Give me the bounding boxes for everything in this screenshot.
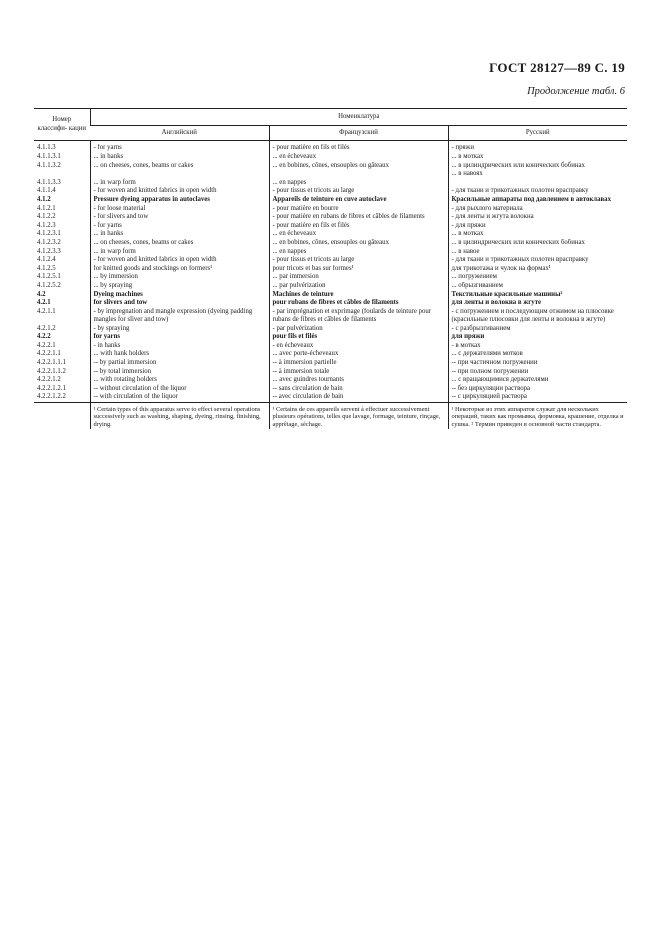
table-row <box>34 213 627 222</box>
cell-russian: ... погружением <box>448 273 627 282</box>
footnote-russian: ¹ Некоторые из этих аппаратов служат для нескольких операций, таких как промывка, формовка, крашение, отделка и сушка. ² Термин приведен в основной части стандарта. <box>448 402 627 428</box>
cell-english: - for loose material <box>90 204 269 213</box>
table-row <box>34 393 627 402</box>
cell-number: 4.2 <box>37 290 46 298</box>
table-row <box>34 265 627 274</box>
cell-russian: - с погружением и последующим отжимом на плюсовке (красильные плюсовки для ленты и волокна в жгуте) <box>448 308 627 325</box>
cell-russian: -- при частичном погружении <box>448 359 627 368</box>
cell-number: 4.1.2.2 <box>37 213 56 221</box>
cell-french: - pour tissus et tricots au large <box>269 187 448 196</box>
cell-french: - pour matière en rubans de fibres et câbles de filaments <box>269 213 448 222</box>
table-row <box>34 350 627 359</box>
cell-russian: ... с держателями мотков <box>448 350 627 359</box>
cell-number: 4.2.2.1.2.1 <box>37 384 66 392</box>
cell-english: -- without circulation of the liquor <box>90 384 269 393</box>
cell-russian: ... с вращающимися держателями <box>448 376 627 385</box>
table-row <box>34 153 627 162</box>
table-row <box>34 239 627 248</box>
cell-russian: - для ткани и трикотажных полотен врасправку <box>448 187 627 196</box>
table-row <box>34 170 627 179</box>
cell-russian: -- при полном погружении <box>448 367 627 376</box>
cell-french: - par imprégnation et exprimage (foulards de teinture pour rubans de fibres et câbles de filaments <box>269 308 448 325</box>
cell-french: ... en bobines, cônes, ensouples ou gâteaux <box>269 161 448 170</box>
col-header-russian: Русский <box>448 126 627 141</box>
table-body <box>34 141 627 403</box>
table-row <box>34 161 627 170</box>
cell-french: ... en écheveaux <box>269 153 448 162</box>
cell-english: - for woven and knitted fabrics in open width <box>90 256 269 265</box>
table-row <box>34 144 627 153</box>
cell-french: - par pulvérization <box>269 324 448 333</box>
table-row <box>34 324 627 333</box>
cell-french: pour rubans de fibres et câbles de filaments <box>269 299 448 308</box>
col-header-french: Французский <box>269 126 448 141</box>
table-row <box>34 204 627 213</box>
table-row <box>34 359 627 368</box>
cell-number: 4.1.1.4 <box>37 187 56 195</box>
cell-number: 4.2.1.1 <box>37 307 56 315</box>
cell-number <box>34 170 90 179</box>
table-row <box>34 256 627 265</box>
footnote-number-cell <box>34 402 90 428</box>
cell-french: -- avec circulation de bain <box>269 393 448 402</box>
table-header <box>34 109 627 141</box>
cell-english: - by spraying <box>90 324 269 333</box>
cell-number: 4.1.1.3.2 <box>37 161 61 169</box>
cell-number: 4.1.2.5.1 <box>37 273 61 281</box>
cell-russian: - для ленты и жгута волокна <box>448 213 627 222</box>
cell-french: - pour matière en bourre <box>269 204 448 213</box>
cell-russian: - для пряжи <box>448 221 627 230</box>
cell-french: Appareils de teinture en cuve autoclave <box>269 196 448 205</box>
cell-number: 4.1.2.4 <box>37 256 56 264</box>
table-row <box>34 221 627 230</box>
cell-russian: ... в навоях <box>448 170 627 179</box>
cell-english: - for slivers and tow <box>90 213 269 222</box>
cell-english: ... with rotating holders <box>90 376 269 385</box>
cell-number: 4.1.2.3.3 <box>37 247 61 255</box>
table-row <box>34 178 627 187</box>
table-row <box>34 341 627 350</box>
table-row <box>34 282 627 291</box>
cell-english: Dyeing machines <box>90 290 269 299</box>
cell-number: 4.1.2.5 <box>37 264 56 272</box>
cell-french: ... par immersion <box>269 273 448 282</box>
cell-number: 4.1.2 <box>37 195 51 203</box>
col-header-nomenclature: Номенклатура <box>90 109 627 126</box>
cell-russian: - с разбрызгиванием <box>448 324 627 333</box>
cell-english: -- with circulation of the liquor <box>90 393 269 402</box>
nomenclature-table-container <box>34 108 627 921</box>
cell-french: ... en bobines, cônes, ensouples ou gâteaux <box>269 239 448 248</box>
cell-english: -- by partial immersion <box>90 359 269 368</box>
cell-number: 4.2.1 <box>37 299 51 307</box>
cell-french: ... avec guindres tournants <box>269 376 448 385</box>
cell-number: 4.1.2.1 <box>37 204 56 212</box>
cell-russian: Текстильные красильные машины² <box>448 290 627 299</box>
cell-number: 4.2.2.1 <box>37 341 56 349</box>
cell-english: ... by immersion <box>90 273 269 282</box>
cell-french: ... en nappes <box>269 178 448 187</box>
cell-russian: ... в мотках <box>448 153 627 162</box>
cell-russian: Красильные аппараты под давлением в автоклавах <box>448 196 627 205</box>
cell-french: ... en écheveaux <box>269 230 448 239</box>
cell-number: 4.2.2.1.1 <box>37 350 61 358</box>
table-row <box>34 333 627 342</box>
cell-russian: ... в мотках <box>448 230 627 239</box>
table-row <box>34 384 627 393</box>
cell-french: Machines de teinture <box>269 290 448 299</box>
table-row <box>34 376 627 385</box>
cell-english: - in hanks <box>90 341 269 350</box>
page-header: ГОСТ 28127—89 С. 19 <box>489 60 625 75</box>
cell-english: ... in hanks <box>90 230 269 239</box>
footnote-french: ¹ Certains de ces appareils servent à effectuer successivement plusieurs opérations, telles que lavage, formage, teinture, rinçage, apprêtage, séchage. <box>269 402 448 428</box>
footnote-english: ¹ Certain types of this apparatus serve to effect several operations successively such as washing, shaping, dyeing, rinsing, finishing, drying. <box>90 402 269 428</box>
cell-number: 4.2.2.1.1.1 <box>37 358 66 366</box>
table-row <box>34 367 627 376</box>
cell-english: for slivers and tow <box>90 299 269 308</box>
table-row <box>34 273 627 282</box>
col-header-english: Английский <box>90 126 269 141</box>
table-row <box>34 299 627 308</box>
cell-french: - pour tissus et tricots au large <box>269 256 448 265</box>
cell-french: pour fils et filés <box>269 333 448 342</box>
cell-french: - pour matière en fils et filés <box>269 221 448 230</box>
cell-number: 4.2.2.1.2.2 <box>37 393 66 401</box>
cell-english: - by impregnation and mangle expression (dyeing padding mangles for sliver and tow) <box>90 308 269 325</box>
col-header-number: Номер классифи- кации <box>34 109 90 141</box>
cell-english: ... in hanks <box>90 153 269 162</box>
cell-english: -- by total immersion <box>90 367 269 376</box>
cell-number: 4.1.1.3.1 <box>37 152 61 160</box>
table-row <box>34 196 627 205</box>
cell-french: -- à immersion totale <box>269 367 448 376</box>
footnotes-row <box>34 402 627 428</box>
cell-number: 4.1.2.5.2 <box>37 282 61 290</box>
cell-russian: - в мотках <box>448 341 627 350</box>
nomenclature-table <box>34 109 627 429</box>
cell-russian: ... в навое <box>448 247 627 256</box>
cell-english: for knitted goods and stockings on formers¹ <box>90 265 269 274</box>
cell-english: for yarns <box>90 333 269 342</box>
cell-russian: ... в цилиндрических или конических бобинах <box>448 161 627 170</box>
table-row <box>34 290 627 299</box>
cell-number: 4.2.2.1.1.2 <box>37 367 66 375</box>
cell-english: - for yarns <box>90 221 269 230</box>
cell-number: 4.2.1.2 <box>37 324 56 332</box>
table-row <box>34 308 627 325</box>
table-continuation-label: Продолжение табл. 6 <box>527 86 625 97</box>
cell-number: 4.1.1.3 <box>37 144 56 152</box>
cell-english <box>90 170 269 179</box>
cell-number: 4.1.2.3.2 <box>37 239 61 246</box>
cell-english: ... on cheeses, cones, beams or cakes <box>90 239 269 248</box>
table-row <box>34 247 627 256</box>
cell-french: - en écheveaux <box>269 341 448 350</box>
table-row <box>34 187 627 196</box>
cell-russian: - для ткани и трикотажных полотен врасправку <box>448 256 627 265</box>
cell-russian: - пряжи <box>448 144 627 153</box>
cell-russian: ... обрызгиванием <box>448 282 627 291</box>
cell-english: ... on cheeses, cones, beams or cakes <box>90 161 269 170</box>
table-row <box>34 230 627 239</box>
cell-english: ... in warp form <box>90 178 269 187</box>
cell-number: 4.2.2 <box>37 333 51 341</box>
cell-french: ... par pulvérization <box>269 282 448 291</box>
cell-russian: - для рыхлого материала <box>448 204 627 213</box>
cell-number: 4.2.2.1.2 <box>37 376 61 384</box>
cell-french: ... avec porte-écheveaux <box>269 350 448 359</box>
cell-russian: для ленты и волокна в жгуте <box>448 299 627 308</box>
cell-french: -- sans circulation de bain <box>269 384 448 393</box>
cell-french: ... en nappes <box>269 247 448 256</box>
cell-number: 4.1.1.3.3 <box>37 178 61 186</box>
cell-english: - for yarns <box>90 144 269 153</box>
cell-english: - for woven and knitted fabrics in open width <box>90 187 269 196</box>
cell-russian: для пряжи <box>448 333 627 342</box>
cell-english: ... with hank holders <box>90 350 269 359</box>
cell-russian: -- без циркуляции раствора <box>448 384 627 393</box>
cell-number: 4.1.2.3.1 <box>37 230 61 238</box>
cell-french: - pour matière en fils et filés <box>269 144 448 153</box>
cell-russian <box>448 178 627 187</box>
cell-russian: -- с циркуляцией раствора <box>448 393 627 402</box>
cell-french: -- à immersion partielle <box>269 359 448 368</box>
cell-french: pour tricots et bas sur formes¹ <box>269 265 448 274</box>
cell-english: Pressure dyeing apparatus in autoclaves <box>90 196 269 205</box>
cell-french <box>269 170 448 179</box>
cell-russian: для трикотажа и чулок на формах¹ <box>448 265 627 274</box>
cell-number: 4.1.2.3 <box>37 221 56 229</box>
cell-english: ... in warp form <box>90 247 269 256</box>
cell-english: ... by spraying <box>90 282 269 291</box>
cell-russian: ... в цилиндрических или конических бобинах <box>448 239 627 248</box>
